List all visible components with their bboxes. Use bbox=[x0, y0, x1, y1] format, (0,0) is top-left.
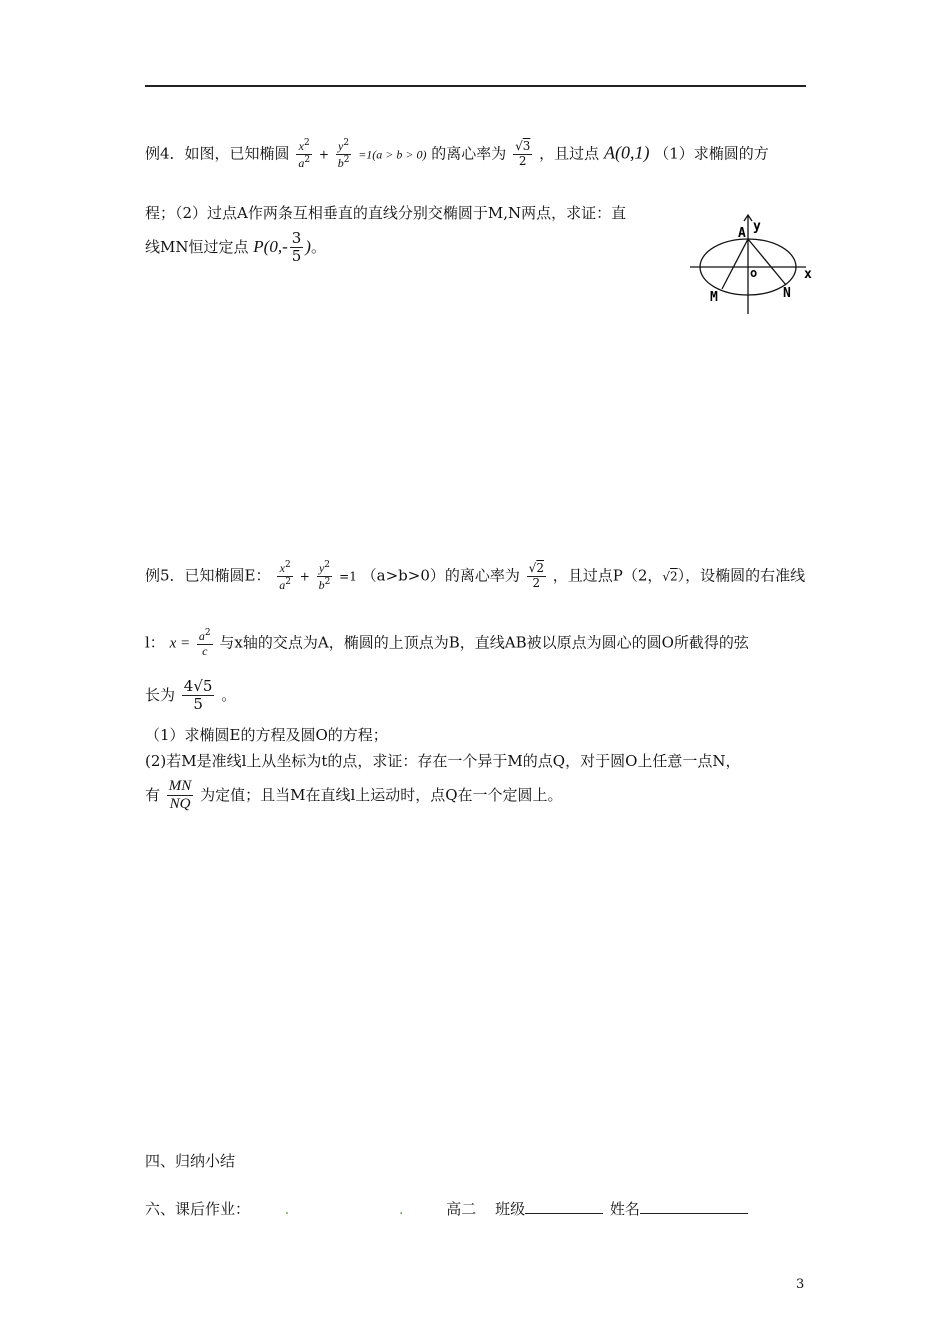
ex5-dir-lhs: x = bbox=[169, 635, 191, 652]
ex5-q2: (2)若M是准线l上从坐标为t的点，求证：存在一个异于M的点Q，对于圆O上任意一点N， bbox=[145, 752, 741, 770]
ex4-line3: 线MN恒过定点 P(0,- $\frac{3}{5}$ )。 bbox=[145, 229, 326, 266]
name-blank[interactable] bbox=[640, 1199, 748, 1214]
ellipse-figure bbox=[686, 210, 816, 318]
ex5-line1: 例5．已知椭圆E： $\frac{x^2}{a^2}$ + $\frac{y^2}{b^2}$ =1 （a>b>0）的离心率为 $\frac{√2}{2}$ ，且过点P（2，√2），设椭圆的右准线 bbox=[145, 560, 806, 592]
green-dot-icon: . bbox=[284, 1202, 290, 1218]
ex5-line2: l： x = $\frac{a^2}{c}$ 与x轴的交点为A，椭圆的上顶点为B，直线AB被以原点为圆心的圆O所截得的弦 bbox=[145, 628, 749, 658]
class-blank[interactable] bbox=[525, 1199, 603, 1214]
ex5-frac-x: $\frac{x^2}{a^2}$ bbox=[279, 560, 292, 592]
homework-label: 六、课后作业： bbox=[145, 1200, 251, 1218]
ex5-pass-tail: ），设椭圆的右准线 bbox=[677, 566, 806, 585]
ex5-q1: （1）求椭圆E的方程及圆O的方程； bbox=[145, 726, 388, 744]
ex4-point-p: P(0,- bbox=[253, 236, 288, 256]
ex5-label: 例5．已知椭圆E： bbox=[145, 566, 271, 585]
ex4-q1-tail: （1）求椭圆的方 bbox=[654, 144, 769, 163]
label-x: x bbox=[804, 267, 812, 282]
ex4-point-a: A(0,1) bbox=[603, 142, 650, 163]
section-homework bbox=[145, 1198, 748, 1219]
ex4-eq-rhs: =1(a > b > 0) bbox=[358, 147, 427, 162]
ex5-eq-rhs: =1 bbox=[339, 569, 357, 584]
ex5-cond: （a>b>0）的离心率为 bbox=[361, 566, 520, 585]
section-summary: 四、归纳小结 bbox=[145, 1152, 236, 1170]
page-number: 3 bbox=[796, 1277, 805, 1292]
ex5-ratio-frac: $\frac{MN}{NQ}$ bbox=[168, 778, 192, 813]
ex4-ecc-frac: $\frac{√3}{2}$ bbox=[515, 139, 531, 168]
ex4-ecc-text: 的离心率为 bbox=[431, 144, 507, 163]
ex4-frac-x: $\frac{x^2}{a^2}$ bbox=[298, 138, 311, 170]
header-rule bbox=[145, 85, 806, 87]
ex4-label: 例4．如图，已知椭圆 bbox=[145, 144, 290, 163]
ex4-line2: 程；（2）过点A作两条互相垂直的直线分别交椭圆于M,N两点，求证：直 bbox=[145, 204, 627, 222]
ex5-frac-y: $\frac{y^2}{b^2}$ bbox=[318, 560, 331, 592]
ex4-p-frac: $\frac{3}{5}$ bbox=[291, 229, 302, 266]
ex5-ecc-frac: $\frac{√2}{2}$ bbox=[528, 561, 544, 590]
line-am bbox=[722, 239, 748, 289]
ex4-frac-y: $\frac{y^2}{b^2}$ bbox=[337, 138, 350, 170]
ex4-pass-text: ，且过点 bbox=[539, 144, 600, 163]
ex5-pass-val: √2 bbox=[662, 569, 678, 584]
green-dot-icon: . bbox=[399, 1202, 404, 1218]
name-label: 姓名 bbox=[609, 1200, 640, 1218]
ex5-dir-frac: $\frac{a^2}{c}$ bbox=[198, 628, 211, 658]
ex4-line1: 例4．如图，已知椭圆 $\frac{x^2}{a^2}$ + $\frac{y^2}{b^2}$ =1(a > b > 0) 的离心率为 $\frac{√3}{2}$ ，且过点 A(0,1) （1）求椭圆的方 bbox=[145, 138, 769, 170]
label-y: y bbox=[753, 219, 761, 234]
label-a: A bbox=[738, 226, 746, 241]
ex5-pass-text: ，且过点P（2， bbox=[552, 566, 663, 585]
label-o: o bbox=[750, 266, 758, 280]
grade-label: 高二 bbox=[446, 1200, 477, 1218]
label-n: N bbox=[783, 286, 791, 301]
label-m: M bbox=[710, 290, 718, 305]
ex5-q3: 有 $\frac{MN}{NQ}$ 为定值；且当M在直线l上运动时，点Q在一个定圆上。 bbox=[145, 778, 563, 813]
class-label: 班级 bbox=[495, 1200, 526, 1218]
ex5-line3: 长为 $\frac{4√5}{5}$ 。 bbox=[145, 677, 237, 714]
ex5-chord-frac: $\frac{4√5}{5}$ bbox=[183, 677, 213, 714]
